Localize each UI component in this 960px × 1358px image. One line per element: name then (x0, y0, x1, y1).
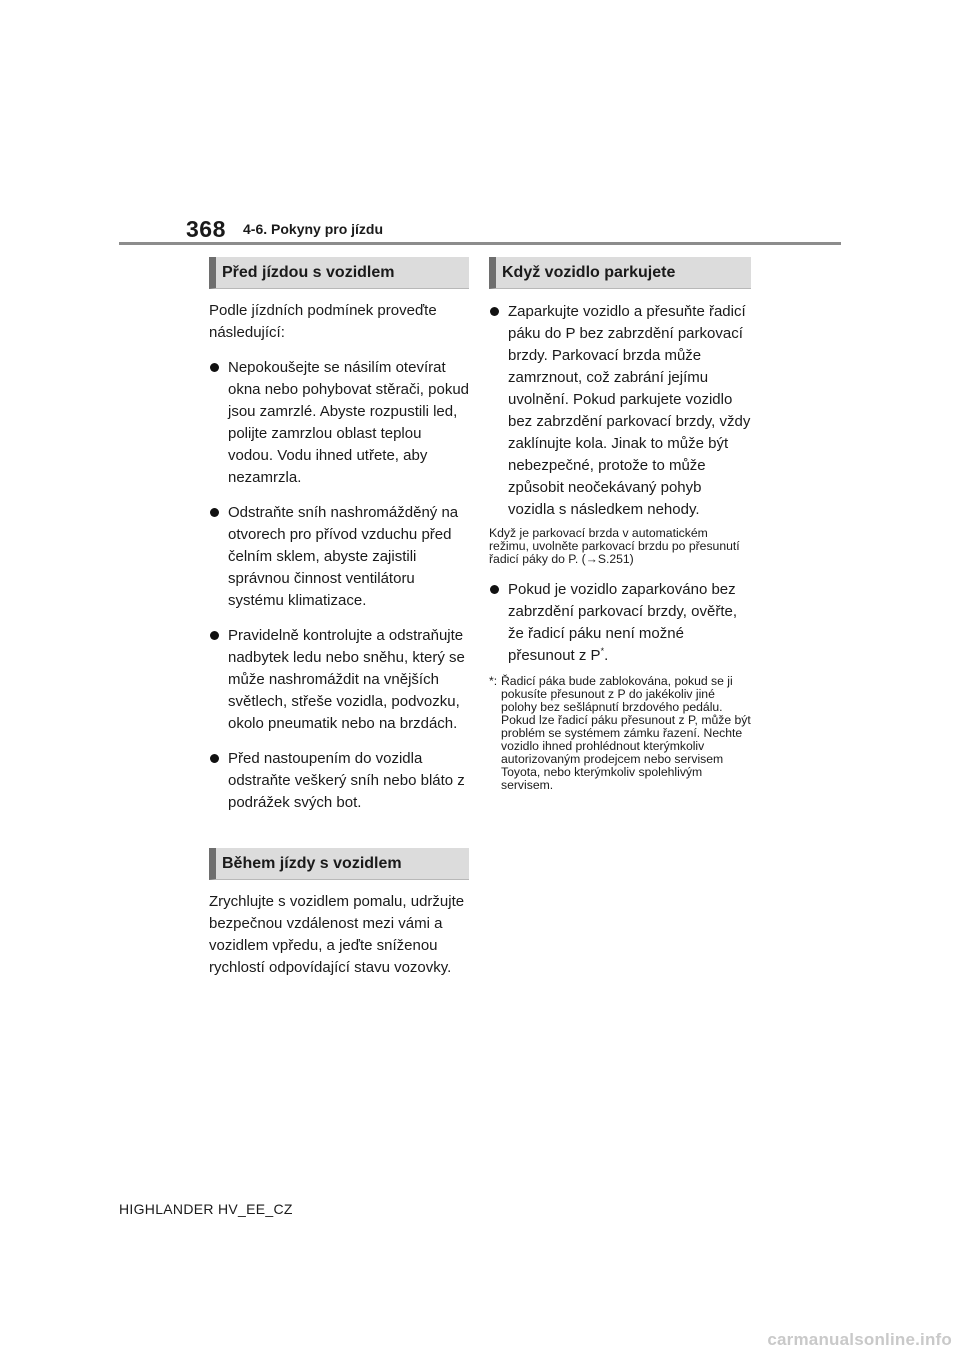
during-driving-text: Zrychlujte s vozidlem pomalu, udržujte bezpečnou vzdálenost mezi vámi a vozidlem vpředu, a jeďte sníženou rychlostí odpovídající stavu vozovky. (209, 893, 465, 976)
list-item: Zaparkujte vozidlo a přesuňte řadicí páku do P bez zabrzdění parkovací brzdy. Parkovací brzda může zamrznout, což zabrání jejímu uvolnění. Pokud parkujete vozidlo bez zabrzdění parkovací brzdy, vždy zaklínujte kola. Jinak to může být nebezpečné, protože to může způsobit neočekávaný pohyb vozidla s následkem nehody. (489, 301, 751, 521)
list-item: Nepokoušejte se násilím otevírat okna nebo pohybovat stěrači, pokud jsou zamrzlé. Abyste rozpustili led, polijte zamrzlou oblast teplou vodou. Vodu ihned utřete, aby nezamrzla. (209, 357, 469, 489)
list-item: Odstraňte sníh nashromážděný na otvorech pro přívod vzduchu před čelním sklem, abyste zajistili správnou činnost ventilátoru systému klimatizace. (209, 502, 469, 612)
before-driving-list (209, 357, 469, 814)
footnote-text: Řadicí páka bude zablokována, pokud se ji pokusíte přesunout z P do jakékoliv jiné polohy bez sešlápnutí brzdového pedálu. Pokud lze řadicí páku přesunout z P, může být problém se systémem zámku řazení. Nechte vozidlo ihned prohlédnout kterýmkoliv autorizovaným prodejcem nebo servisem Toyota, nebo kterýmkoliv spolehlivým servisem. (501, 674, 751, 792)
parking-list (489, 301, 751, 521)
right-column (489, 257, 751, 792)
list-item: Pokud je vozidlo zaparkováno bez zabrzdění parkovací brzdy, ověřte, že řadicí páku není možné přesunout z P*. (489, 579, 751, 667)
watermark: carmanualsonline.info (767, 1330, 952, 1349)
list-item: Pravidelně kontrolujte a odstraňujte nadbytek ledu nebo sněhu, který se může nashromáždit na vnějších světlech, střeše vozidla, podvozku, okolo pneumatik nebo na brzdách. (209, 625, 469, 735)
bullet-icon (210, 631, 219, 640)
bullet-icon (210, 754, 219, 763)
parking-list-2 (489, 579, 751, 667)
section-title: 4-6. Pokyny pro jízdu (243, 221, 384, 237)
bullet-icon (210, 363, 219, 372)
model-code: HIGHLANDER HV_EE_CZ (119, 1201, 293, 1217)
footnote (489, 675, 751, 792)
footnote-mark: *: (489, 674, 498, 688)
left-column (209, 257, 469, 979)
header-divider (119, 242, 841, 245)
page-number: 368 (186, 216, 226, 242)
bullet-icon (490, 585, 499, 594)
heading-during-driving: Během jízdy s vozidlem (209, 848, 469, 880)
bullet-icon (490, 307, 499, 316)
heading-parking: Když vozidlo parkujete (489, 257, 751, 289)
bullet-icon (210, 508, 219, 517)
footnote-ref: * (600, 646, 605, 656)
auto-mode-note: Když je parkovací brzda v automatickém režimu, uvolněte parkovací brzdu po přesunutí řadicí páky do P. (→S.251) (489, 526, 740, 566)
before-driving-intro: Podle jízdních podmínek proveďte následující: (209, 302, 437, 341)
heading-before-driving: Před jízdou s vozidlem (209, 257, 469, 289)
list-item: Před nastoupením do vozidla odstraňte veškerý sníh nebo bláto z podrážek svých bot. (209, 748, 469, 814)
